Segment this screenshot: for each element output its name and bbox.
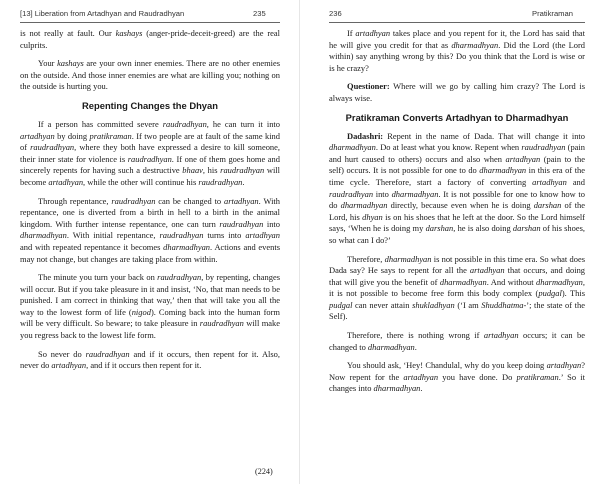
paragraph: Your kashays are your own inner enemies. There are no other enemies on the outside. And those inner enemies are what are killing you; nothing on the outside is hurting you.: [20, 58, 281, 92]
folio-number: (224): [255, 467, 273, 476]
paragraph: Therefore, dharmadhyan is not possible in this time era. So what does Dada say? He says to repent for all the artadhyan that occurs, and doing that will give you the benefit of dharmadhyan. And without dharmadhyan, it is not possible to become free form this body complex (pudgal). This pudgal can never attain shukladhyan (‘I am Shuddhatma-’; the state of the Self).: [329, 253, 586, 322]
right-body-text: [329, 28, 585, 395]
right-page: [300, 0, 599, 484]
header-rule: [20, 22, 280, 23]
paragraph: Through repentance, raudradhyan can be changed to artadhyan. With repentance, one is diverted from a birth in hell to a birth in the animal kingdom. With further intense repentance, one can turn raudradhyan into dharmadhyan. With initial repentance, raudradhyan turns into artadhyan and with repeated repentance it becomes dharmadhyan. Actions and events may not change, but changes are taking place from within.: [20, 195, 280, 264]
paragraph: The minute you turn your back on raudradhyan, by repenting, changes will occur. But if you take pleasure in it and insist, ‘No, that man needs to be punished. I am correct in thinking that way,’ then that will take you all the way to the lowest form of life (nigod). Coming back into the human form will be very difficult. So beware; to take pleasure in raudradhyan will make you regress back to the lowest life form.: [20, 272, 280, 341]
section-heading: Pratikraman Converts Artadhyan to Dharmadhyan: [345, 111, 569, 123]
paragraph: Therefore, there is nothing wrong if artadhyan occurs; it can be changed to dharmadhyan.: [329, 330, 585, 352]
running-head-page-number: 236: [329, 9, 342, 18]
header-rule: [329, 22, 585, 23]
question-text: Where will we go by calling him crazy? The Lord is always wise.: [329, 81, 585, 103]
paragraph: is not really at fault. Our kashays (anger-pride-deceit-greed) are the real culprits.: [20, 28, 280, 50]
paragraph: If a person has committed severe raudradhyan, he can turn it into artadhyan by doing pratikraman. If two people are at fault of the same kind of raudradhyan, where they both have expressed a desire to kill someone, their inner state for violence is raudradhyan. If one of them goes home and sincerely repents for having such a destructive bhaav, his raudradhyan will become artadhyan, while the other will continue his raudradhyan.: [20, 118, 280, 187]
speaker-label: Questioner:: [347, 81, 390, 92]
left-body-text: [20, 28, 280, 372]
speaker-label: Dadashri:: [347, 130, 384, 141]
paragraph: So never do raudradhyan and if it occurs, then repent for it. Also, never do artadhyan, and if it occurs then repent for it.: [20, 348, 281, 371]
running-head-page-number: 235: [253, 9, 266, 18]
section-heading: Repenting Changes the Dhyan: [82, 99, 218, 111]
questioner-paragraph: [329, 81, 585, 104]
paragraph: If artadhyan takes place and you repent for it, the Lord has said that he will give you credit for that as dharmadhyan. Did the Lord (the Lord within) say anything wrong by this? Do you think that the Lord is wise or is he crazy?: [329, 28, 585, 73]
dadashri-paragraph: Dadashri: Repent in the name of Dada. That will change it into dharmadhyan. Do at least what you know. Repent when raudradhyan (pain and hurt caused to others) occurs and also when artadhyan (pain to the self) occurs. It is not possible for one to do dharmadhyan in this era of the time cycle. Therefore, start a factory of converting artadhyan and raudradhyan into dharmadhyan. It is not possible for one to know how to do dharmadhyan directly, because even when he is doing darshan of the Lord, his dhyan is on his shoes that he left at the door. So the Lord himself says, ‘When he is doing my darshan, he is also doing darshan of his shoes, so what can I do?’: [329, 130, 586, 245]
paragraph: You should ask, ‘Hey! Chandulal, why do you keep doing artadhyan? Now repent for the artadhyan you have done. Do pratikraman.’ So it changes into dharmadhyan.: [329, 360, 585, 394]
running-head-title: Pratikraman: [532, 9, 573, 18]
running-head-title: [13] Liberation from Artadhyan and Raudradhyan: [20, 9, 185, 18]
